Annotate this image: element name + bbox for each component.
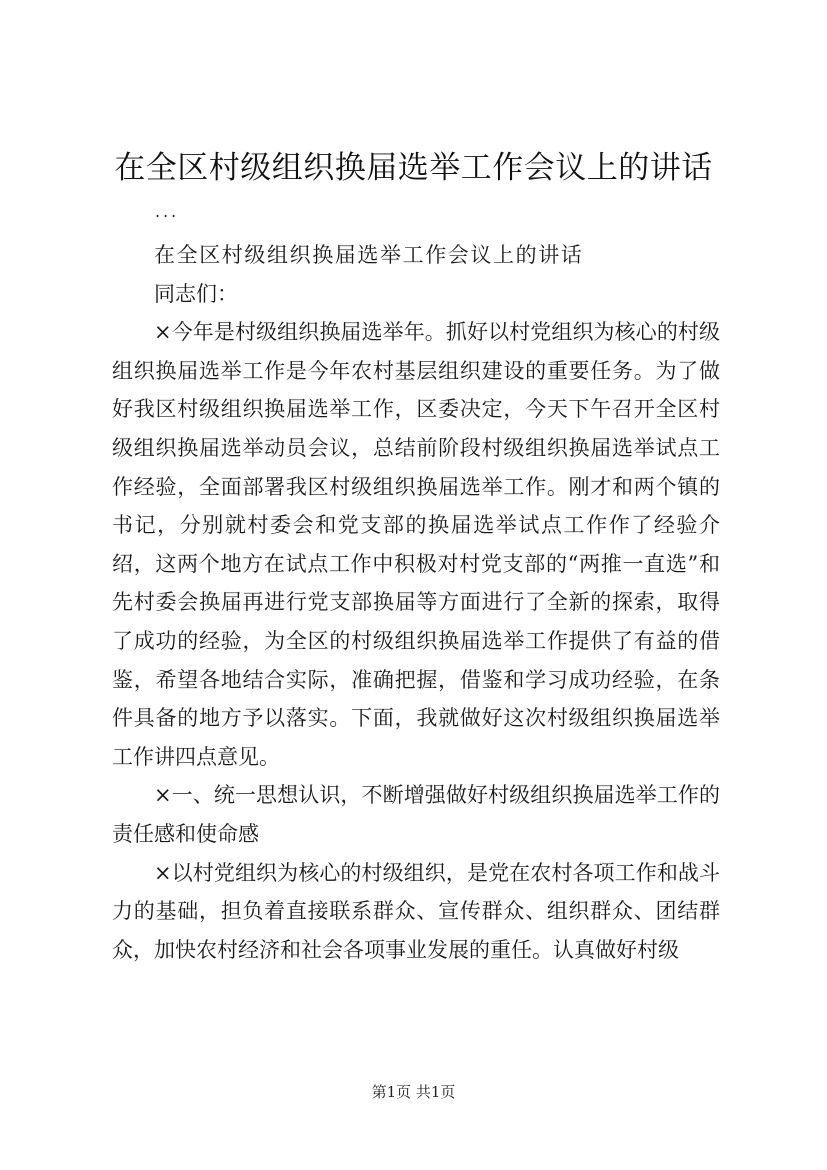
- document-title: 在全区村级组织换届选举工作会议上的讲话: [114, 150, 713, 186]
- section-heading: ×一、统一思想认识，不断增强做好村级组织换届选举工作的责任感和使命感: [112, 783, 720, 846]
- body-paragraph: ×以村党组织为核心的村级组织，是党在农村各项工作和战斗力的基础，担负着直接联系群众、宣传群众、组织群众、团结群众，加快农村经济和社会各项事业发展的重任。认真做好村级: [112, 860, 720, 962]
- body-paragraph: ×今年是村级组织换届选举年。抓好以村党组织为核心的村级组织换届选举工作是今年农村基层组织建设的重要任务。为了做好我区村级组织换届选举工作，区委决定，今天下午召开全区村级组织换届选举动员会议，总结前阶段村级组织换届选举试点工作经验，全面部署我区村级组织换届选举工作。刚才和两个镇的书记，分别就村委会和党支部的换届选举试点工作作了经验介绍，这两个地方在试点工作中积极对村党支部的“两推一直选”和先村委会换届再进行党支部换届等方面进行了全新的探索，取得了成功的经验，为全区的村级组织换届选举工作提供了有益的借鉴，希望各地结合实际，准确把握，借鉴和学习成功经验，在条件具备的地方予以落实。下面，我就做好这次村级组织换届选举工作讲四点意见。: [112, 320, 720, 769]
- salutation: 同志们：: [154, 281, 238, 306]
- document-body: [112, 236, 720, 969]
- document-subtitle: 在全区村级组织换届选举工作会议上的讲话: [154, 243, 584, 267]
- page-footer: 第1页 共1页: [371, 1083, 456, 1101]
- ellipsis-text: ...: [155, 202, 180, 221]
